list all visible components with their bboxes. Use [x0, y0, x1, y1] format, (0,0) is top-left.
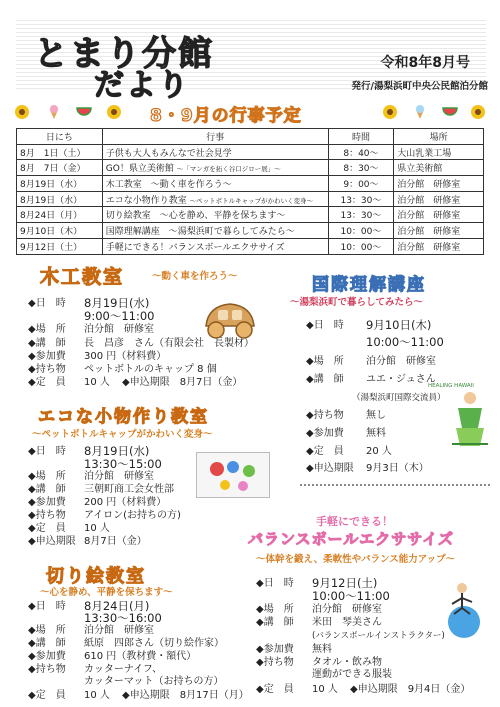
eco-label-deadline: ◆申込期限: [28, 536, 76, 547]
eco-label-capacity: ◆定 員: [28, 523, 66, 534]
kokusai-fee: 無料: [366, 428, 386, 439]
sunflower-icon: [14, 104, 30, 120]
newsletter-title-line1: とまり分館: [34, 34, 214, 74]
balance-kicker: 手軽にできる！: [316, 515, 393, 528]
eco-label-teacher: ◆講 師: [28, 484, 66, 495]
schedule-time: 13：30～: [328, 191, 394, 207]
kokusai-capacity: 20 人: [366, 446, 392, 457]
kirie-title: 切り絵教室: [46, 566, 146, 587]
balance-subtitle: ～体幹を鍛え、柔軟性やバランス能力アップ～: [256, 554, 456, 565]
newsletter-title-line2: だより: [94, 68, 190, 103]
kokusai-teacher: ユエ・ジュさん: [366, 374, 436, 385]
wooden-car-icon: [200, 296, 260, 344]
balance-items1: タオル・飲み物: [312, 657, 382, 668]
eco-capacity: 10 人: [84, 523, 110, 534]
kokusai-time: 10:00～11:00: [366, 335, 444, 349]
mokko-label-datetime: ◆日 時: [28, 298, 66, 309]
schedule-place: 泊分館 研修室: [394, 176, 484, 192]
watermelon-icon: [442, 104, 458, 120]
icecream-icon: [46, 104, 62, 120]
mokko-label-teacher: ◆講 師: [28, 338, 66, 349]
header-event: 行事: [102, 129, 328, 145]
balance-capacity: 10 人: [312, 684, 338, 695]
kokusai-deadline: 9月3日（木）: [366, 463, 429, 474]
publisher-label: 発行/湯梨浜町中央公民館泊分館: [351, 81, 488, 92]
section-divider: [300, 484, 490, 486]
schedule-event-subtext: ～「マンガを拓く谷口ジロー展」～: [176, 165, 281, 174]
balance-ball-figure-icon: [440, 580, 488, 640]
kokusai-subtitle: ～湯梨浜町で暮らしてみたら～: [290, 297, 424, 308]
balance-label-items: ◆持ち物: [256, 657, 294, 668]
schedule-event: [102, 223, 328, 239]
kirie-time: 13:30～16:00: [84, 611, 162, 625]
header-time: 時間: [328, 129, 394, 145]
schedule-row: [17, 191, 484, 207]
balance-time: 10:00～11:00: [312, 589, 390, 603]
schedule-event-text: 国際理解講座 ～湯梨浜町で暮らしてみたら～: [105, 226, 295, 237]
kokusai-label-place: ◆場 所: [306, 356, 344, 367]
eco-deadline: 8月7日（金）: [84, 536, 147, 547]
schedule-date: 8月 1日（土）: [17, 144, 103, 160]
kokusai-label-teacher: ◆講 師: [306, 374, 344, 385]
sunflower-icon: [470, 104, 486, 120]
mokko-date: 8月19日(水): [84, 296, 150, 310]
kirie-fee: 610 円（教材費・額代）: [84, 651, 197, 662]
schedule-date: 9月12日（土）: [17, 238, 103, 254]
schedule-event-text: 木工教室 ～動く車を作ろう～: [105, 179, 232, 190]
kirie-items1: カッターナイフ、: [84, 664, 163, 675]
eco-teacher: 三朝町商工会女性部: [84, 484, 174, 495]
kokusai-place: 泊分館 研修室: [366, 356, 436, 367]
schedule-event-text: エコな小物作り教室: [105, 195, 190, 206]
eco-time: 13:30～15:00: [84, 457, 162, 471]
schedule-banner-title: 8・9月の行事予定: [150, 106, 302, 126]
schedule-event-subtext: ～ペットボトルキャップがかわいく変身～: [189, 196, 314, 205]
schedule-row: [17, 223, 484, 239]
mokko-items: ペットボトルのキャップ 8 個: [84, 364, 217, 375]
hula-dancer-icon: [448, 388, 492, 450]
kirie-label-teacher: ◆講 師: [28, 638, 66, 649]
watermelon-icon: [76, 104, 92, 120]
balance-date: 9月12日(土): [312, 576, 378, 590]
schedule-event: [102, 176, 328, 192]
balance-teacher-note: (バランスボールインストラクター): [312, 631, 445, 641]
schedule-event-text: 手軽にできる！バランスボールエクササイズ: [105, 242, 285, 253]
kokusai-date: 9月10日(木): [366, 318, 432, 332]
schedule-time: 9：00～: [328, 176, 394, 192]
kirie-label-datetime: ◆日 時: [28, 601, 66, 612]
schedule-event-text: 切り絵教室 ～心を静め、平静を保ちます～: [105, 211, 286, 222]
kirie-label-fee: ◆参加費: [28, 651, 66, 662]
kirie-label-capacity: ◆定 員: [28, 690, 66, 701]
kokusai-label-deadline: ◆申込期限: [306, 463, 354, 474]
eco-label-fee: ◆参加費: [28, 497, 66, 508]
kokusai-items: 無し: [366, 410, 386, 421]
schedule-place: 泊分館 研修室: [394, 207, 484, 223]
schedule-banner: [10, 100, 490, 124]
mokko-title: 木工教室: [40, 266, 125, 288]
balance-label-teacher: ◆講 師: [256, 617, 294, 628]
eco-subtitle: ～ペットボトルキャップがかわいく変身～: [32, 429, 213, 440]
eco-label-datetime: ◆日 時: [28, 446, 66, 457]
balance-label-capacity: ◆定 員: [256, 684, 294, 695]
schedule-row: [17, 144, 484, 160]
schedule-row: [17, 238, 484, 254]
mokko-capacity: 10 人: [84, 377, 110, 388]
schedule-place: 泊分館 研修室: [394, 191, 484, 207]
schedule-header-row: [17, 129, 484, 145]
eco-items: アイロン(お持ちの方): [84, 510, 181, 521]
eco-fee: 200 円（材料費）: [84, 497, 167, 508]
schedule-time: 8：30～: [328, 160, 394, 176]
schedule-time: 13：30～: [328, 207, 394, 223]
balance-items2: 運動ができる服装: [312, 669, 392, 680]
mokko-place: 泊分館 研修室: [84, 324, 154, 335]
hawaii-decor-text: HEALING HAWAII: [428, 383, 474, 389]
header-date: 日にち: [17, 129, 103, 145]
mokko-label-fee: ◆参加費: [28, 351, 66, 362]
schedule-row: [17, 160, 484, 176]
header-place: 場所: [394, 129, 484, 145]
mokko-fee: 300 円（材料費）: [84, 351, 167, 362]
sunflower-icon: [106, 104, 122, 120]
balance-title: バランスボールエクササイズ: [248, 530, 455, 548]
sunflower-icon: [382, 104, 398, 120]
schedule-event-text: GO！県立美術館: [105, 164, 177, 175]
kirie-label-items: ◆持ち物: [28, 664, 66, 675]
kokusai-label-items: ◆持ち物: [306, 410, 344, 421]
schedule-row: [17, 176, 484, 192]
balance-fee: 無料: [312, 644, 332, 655]
schedule-event: [102, 144, 328, 160]
issue-label: 令和8年8月号: [380, 55, 470, 71]
kirie-teacher: 紙原 四郎さん（切り絵作家）: [84, 638, 224, 649]
schedule-date: 8月19日（水）: [17, 191, 103, 207]
kirie-items2: カッターマット（お持ちの方）: [84, 676, 224, 687]
balance-place: 泊分館 研修室: [312, 604, 382, 615]
schedule-place: 泊分館 研修室: [394, 223, 484, 239]
schedule-place: 泊分館 研修室: [394, 238, 484, 254]
schedule-date: 9月10日（木）: [17, 223, 103, 239]
schedule-row: [17, 207, 484, 223]
mokko-time: 9:00～11:00: [84, 309, 155, 323]
kokusai-label-fee: ◆参加費: [306, 428, 344, 439]
kirie-label-place: ◆場 所: [28, 625, 66, 636]
schedule-event: [102, 160, 328, 176]
bottlecap-craft-photo: [196, 452, 270, 498]
kokusai-title: 国際理解講座: [312, 275, 426, 295]
kokusai-label-datetime: ◆日 時: [306, 320, 344, 331]
eco-title: エコな小物作り教室: [38, 407, 209, 427]
balance-label-datetime: ◆日 時: [256, 578, 294, 589]
kokusai-teacher-note: （湯梨浜町国際交流員）: [352, 393, 446, 403]
icecream-icon: [412, 104, 428, 120]
mokko-teacher: 長 昌彦 さん（有限会社 長製材）: [84, 338, 254, 349]
kirie-date: 8月24日(月): [84, 599, 150, 613]
balance-label-place: ◆場 所: [256, 604, 294, 615]
mokko-label-place: ◆場 所: [28, 324, 66, 335]
schedule-event: [102, 207, 328, 223]
kirie-capacity: 10 人: [84, 690, 110, 701]
eco-label-place: ◆場 所: [28, 471, 66, 482]
schedule-time: 10：00～: [328, 223, 394, 239]
schedule-table: [16, 128, 484, 255]
balance-label-fee: ◆参加費: [256, 644, 294, 655]
schedule-date: 8月 7日（金）: [17, 160, 103, 176]
schedule-time: 8：40～: [328, 144, 394, 160]
mokko-deadline: ◆申込期限 8月7日（金）: [122, 377, 243, 388]
mokko-label-items: ◆持ち物: [28, 364, 66, 375]
eco-place: 泊分館 研修室: [84, 471, 154, 482]
kokusai-label-capacity: ◆定 員: [306, 446, 344, 457]
kirie-place: 泊分館 研修室: [84, 625, 154, 636]
balance-teacher: 米田 琴美さん: [312, 617, 382, 628]
schedule-event: [102, 238, 328, 254]
schedule-place: 大山乳業工場: [394, 144, 484, 160]
schedule-date: 8月24日（月）: [17, 207, 103, 223]
schedule-date: 8月19日（水）: [17, 176, 103, 192]
kirie-subtitle: ～心を静め、平静を保ちます～: [40, 587, 173, 598]
mokko-subtitle: ～動く車を作ろう～: [152, 271, 238, 282]
eco-date: 8月19日(水): [84, 444, 150, 458]
schedule-place: 県立美術館: [394, 160, 484, 176]
schedule-event: [102, 191, 328, 207]
balance-deadline: ◆申込期限 9月4日（金）: [350, 684, 471, 695]
schedule-time: 10：00～: [328, 238, 394, 254]
mokko-label-capacity: ◆定 員: [28, 377, 66, 388]
kirie-deadline: ◆申込期限 8月17日（月）: [122, 690, 249, 701]
eco-label-items: ◆持ち物: [28, 510, 66, 521]
schedule-event-text: 子供も大人もみんなで社会見学: [105, 148, 232, 159]
